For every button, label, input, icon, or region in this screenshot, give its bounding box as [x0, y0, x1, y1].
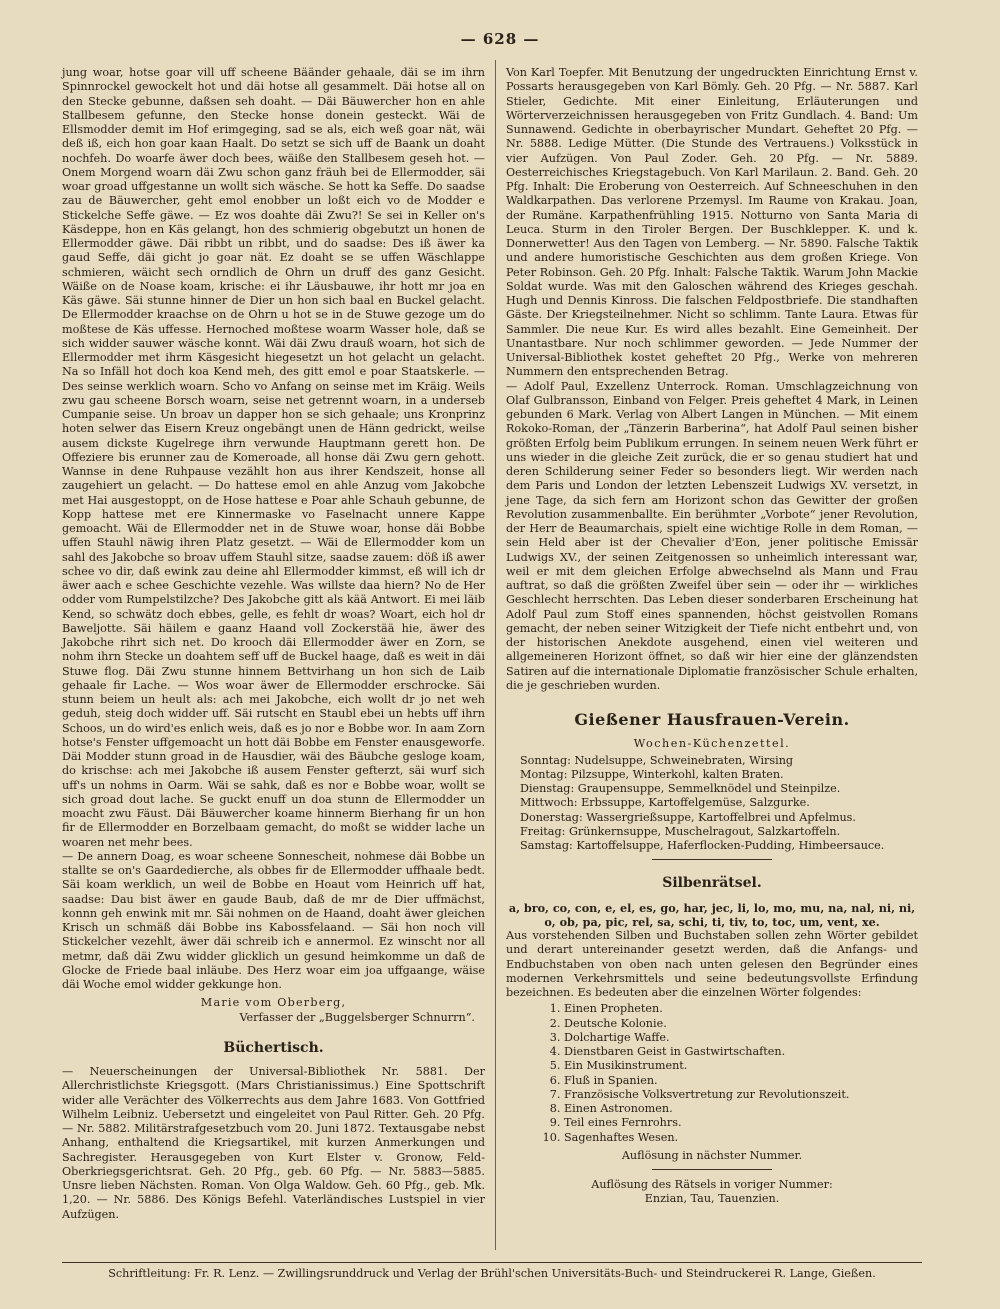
dialect-story-paragraph: — De annern Doag, es woar scheene Sonnescheit, nohmese däi Bobbe un stallte se on's Gaardedierche, als obbes fir de Ellermodder uffhaale bedt. Säi koam werklich, un weil de Bobbe en Hoaut vom Heinrich uff hat, saadse: Dau bist äwer en gaude Baub, daß de mr de Dier uffmächst, konnn geh enwink mit mr. Säi nohmen on de Haand, doaht äwer gleichen Krisch un schmäß däi Bobbe ins Kabossfelaand. — Säi hon noch vill Stickelcher vezehlt, äwer däi schreib ich e annermol. Ez winscht nor all metmr, daß däi Zwu widder glicklich un gesund heimkomme un daß de Glocke de Friede baal inläube. Des Herz woar eim joa uffgaange, wäise däi Woche emol widder gekkunge hon. [62, 849, 485, 991]
menu-subtitle: Wochen-Küchenzettel. [633, 737, 791, 751]
previous-solution-label: Auflösung des Rätsels in voriger Nummer: [591, 1178, 833, 1191]
riddle-item: 9. Teil eines Fernrohrs. [564, 1116, 918, 1130]
column-divider [495, 60, 496, 1250]
menu-day: Dienstag: Graupensuppe, Semmelknödel und Steinpilze. [520, 782, 841, 795]
imprint-footer: Schriftleitung: Fr. R. Lenz. — Zwillingsrunddruck und Verlag der Brühl'schen Universitäts-Buch- und Steindruckerei R. Lange, Gießen. [62, 1262, 922, 1280]
riddle-item: 2. Deutsche Kolonie. [564, 1017, 918, 1031]
story-author: Marie vom Oberberg, [200, 996, 347, 1010]
menu-day: Montag: Pilzsuppe, Winterkohl, kalten Braten. [520, 767, 784, 781]
riddle-item: 3. Dolchartige Waffe. [564, 1031, 918, 1045]
menu-day: Mittwoch: Erbssuppe, Kartoffelgemüse, Salzgurke. [520, 796, 810, 810]
dialect-story-paragraph: jung woar, hotse goar vill uff scheene Bäänder gehaale, däi se im ihrn Spinnrockel gewockelt hot und däi hotse all gesammelt. Däi hotse all on den Stecke gebunne, daßsen seh doaht. — Däi Bäuwercher hon en ahle Stallbesem gefunne, den Stecke honse donein gesteckt. Wäi de Ellsmodder demit im Hof erimgeging, sad se als, eich weß goar nät, wäi deß iß, eich hon goar kaan Haalt. Do setzt se sich uff de Baank un doaht nochfeh. Do woarfe äwer doch bees, wäiße den Stallbesem geseh hot. — Onem Morgend woarn däi Zwu schon ganz fräuh bei de Ellermodder, säi woar groad uffgestanne un wollt sich wäsche. Se hott ka Seffe. Do saadse zau de Bäuwercher, geht emol enobber un loßt eich vo de Modder e Stickelche Seffe gäwe. — Ez wos doahte däi Zwu?! Se sei in Keller on's Käsdeppe, hon en Käs gelangt, hon des schmierig obgebutzt un honen de Ellermodder gäwe. Däi ribbt un ribbt, und do saadse: Des iß äwer ka gaud Seffe, däi gicht jo goar nät. Ez doaht se se uffen Wäschlappe schmieren, wäicht sech orndlich de Ohrn un druff des ganz Gesicht. Wäiße on de Noase koam, krische: ei ihr Läusbauwe, ihr hott mr joa en Käs gäwe. Säi stunne hinner de Dier un hon sich baal en Buckel gelacht. De Ellermodder kraachse on de Ohrn u hot se in de Stuwe gezoge um do moßtese de Käs uffesse. Hernoched moßtese woarm Wasser hole, daß se sich widder sauwer wäsche konnt. Wäi däi Zwu drauß woarn, hot sich de Ellermodder met ihrm Käsgesicht hiegesetzt un hot gelacht un gelacht. Na so Infäll hot doch koa Kend meh, des gitt emol e poar Staatskerle. — Des seinse werklich woarn. Scho vo Anfang on seinse met im Kräig. Weils zwu gau scheene Borsch woarn, seise net getrennt woarn, in a underseb Cumpanie seise. Un broav un dapper hon se sich gehaale; uns Kronprinz hoten selwer das Eisern Kreuz ongebängt unen de Hänn gedrickt, weilse ausem dickste Kugelrege ihrn verwunde Hauptmann gerett hon. De Offeziere bis erunner zau de Komeroade, all honse däi Zwu gern gehott. Wannse in dene Ruhpause vezählt hon aus ihrer Kendszeit, honse all zaugehiert un gelacht. — Do hattese emol en ahle Anzug vom Jakobche met Hai ausgestoppt, on de Hose hattese e Poar ahle Schauh gebunne, de Kopp hattese met ere Kinnermaske vo Faselnacht unnere Kappe gemoacht. Wäi de Ellermodder net in de Stuwe woar, honse däi Bobbe uffen Stauhl näwig ihren Platz gesetzt. — Wäi de Ellermodder kom un sahl des Jakobche so broav uffem Stauhl sitze, saadse zauem: döß iß awer schee vo dir, daß ewink zau deine ahl Ellermodder kimmst, eß will ich dr äwer aach e schee Geschichte vezehle. Was willste daa hiern? No de Her odder vom Rumpelstilzche? Des Jakobche gitt als kää Antwort. Ei mei läib Kend, so schwätz doch ebbes, gelle, es fehlt dr woas? Woart, eich hol dr Baweljotte. Säi häilem e gaanz Haand voll Zockerstää hie, äwer des Jakobche rihrt sich net. Do krooch däi Ellermodder äwer en Zorn, se nohm ihrn Stecke un doahtem seff uff de Buckel haage, daß es weit in däi Stuwe flog. Däi Zwu stunne hinnem Bettvirhang un hon sich de Laib gehaale fir Lache. — Wos woar äwer de Ellermodder erschrocke. Säi stunn beiem un heult als: ach mei Jakobche, eich wollt dr jo net weh geduh, steig doch widder uff. Säi rutscht en Staubl ebei un hebts uff ihrn Schoos, un do wird'es enlich weis, daß es jo nor e Bobbe wor. In aam Zorn hotse's Fenster uffgemoacht un hott däi Bobbe em Fenster enausgeworfe. Däi Modder stunn groad in de Hausdier, wäi des Bäubche gesloge koam, do krischse: ach mei Jakobche iß ausem Fenster gefterzt, säi wurf sich uff's un nohms in Oarm. Wäi se sahk, daß es nor e Bobbe woar, wollt se sich groad dout lache. Se guckt enuff un doa stunn de Ellermodder un moacht zwu Fäust. Däi Bäuwercher koame hinnerm Bierhang fir un hon fir de Ellermodder en Borzelbaam gemacht, do moßt se widder lache un woaren net mehr bees. [62, 66, 485, 849]
book-review-paragraph: Von Karl Toepfer. Mit Benutzung der ungedruckten Einrichtung Ernst v. Possarts herausgegeben von Karl Bömly. Geh. 20 Pfg. — Nr. 5887. Karl Stieler, Gedichte. Mit einer Einleitung, Erläuterungen und Wörterverzeichnissen herausgegeben von Fritz Gundlach. 4. Band: Um Sunnawend. Gedichte in oberbayrischer Mundart. Geheftet 20 Pfg. — Nr. 5888. Ledige Mütter. (Die Stunde des Vertrauens.) Volksstück in vier Aufzügen. Von Paul Zoder. Geh. 20 Pfg. — Nr. 5889. Oesterreichisches Kriegstagebuch. Von Karl Marilaun. 2. Band. Geh. 20 Pfg. Inhalt: Die Eroberung von Oesterreich. Auf Schneeschuhen in den Waldkarpathen. Das verlorene Przemysl. Im Raume von Krakau. Joan, der Rumäne. Karpathenfrühling 1915. Notturno von Santa Maria di Leuca. Sturm in den Tiroler Bergen. Der Buschklepper. K. und k. Donnerwetter! Aus den Tagen von Lemberg. — Nr. 5890. Falsche Taktik und andere humoristische Geschichten aus dem großen Kriege. Von Peter Robinson. Geh. 20 Pfg. Inhalt: Falsche Taktik. Warum John Mackie Soldat wurde. Was mit den Galoschen während des Krieges geschah. Hugh und Dennis Kinross. Die falschen Feldpostbriefe. Die standhaften Gäste. Der Kriegsteilnehmer. Nicht so schlimm. Tante Laura. Etwas für Sammler. Die neue Kur. Es wird alles bezahlt. Eine Gemeinheit. Der Unantastbare. Nur noch schlimmer geworden. — Jede Nummer der Universal-Bibliothek kostet geheftet 20 Pfg., Werke von mehreren Nummern den entsprechenden Betrag. [506, 66, 918, 379]
riddle-list [506, 1002, 918, 1145]
book-review-paragraph: — Neuerscheinungen der Universal-Bibliothek Nr. 5881. Der Allerchristlichste Kriegsgott. (Mars Christianissimus.) Eine Spottschrift wider alle Verächter des Völkerrechts aus dem Jahre 1683. Von Gottfried Wilhelm Leibniz. Uebersetzt und eingeleitet von Paul Ritter. Geh. 20 Pfg. — Nr. 5882. Militärstrafgesetzbuch vom 20. Juni 1872. Textausgabe nebst Anhang, enthaltend die Kriegsartikel, mit kurzen Anmerkungen und Sachregister. Herausgegeben von Kurt Elster v. Gronow, Feld-Oberkriegsgerichtsrat. Geh. 20 Pfg., geb. 60 Pfg. — Nr. 5883—5885. Unsre lieben Nächsten. Roman. Von Olga Waldow. Geh. 60 Pfg., geb. Mk. 1,20. — Nr. 5886. Des Königs Befehl. Vaterländisches Lustspiel in vier Aufzügen. [62, 1065, 485, 1221]
riddle-item: 8. Einen Astronomen. [564, 1102, 918, 1116]
right-column [506, 66, 918, 1207]
riddle-item: 4. Dienstbaren Geist in Gastwirtschaften. [564, 1045, 918, 1059]
menu-title: Gießener Hausfrauen-Verein. [574, 710, 850, 729]
riddle-item: 5. Ein Musikinstrument. [564, 1059, 918, 1073]
section-rule [652, 859, 772, 860]
riddle-next-note: Auflösung in nächster Nummer. [621, 1148, 803, 1162]
menu-day: Freitag: Grünkernsuppe, Muschelragout, Salzkartoffeln. [520, 824, 841, 838]
riddle-item: 7. Französische Volksvertretung zur Revolutionszeit. [564, 1088, 918, 1102]
left-column [62, 66, 485, 1222]
riddle-item: 1. Einen Propheten. [564, 1002, 918, 1016]
previous-solution-answer: Enzian, Tau, Tauenzien. [644, 1192, 780, 1206]
riddle-instructions: Aus vorstehenden Silben und Buchstaben sollen zehn Wörter gebildet und derart untereinander gesetzt werden, daß die Anfangs- und Endbuchstaben von oben nach unten gelesen den Begründer eines modernen Verkehrsmittels und seine bedeutungsvollste Erfindung bezeichnen. Es bedeuten aber die einzelnen Wörter folgendes: [506, 929, 918, 999]
riddle-title: Silbenrätsel. [662, 875, 762, 892]
menu-day: Samstag: Kartoffelsuppe, Haferflocken-Pudding, Himbeersauce. [520, 839, 885, 852]
page-number: — 628 — [460, 30, 540, 48]
riddle-syllables: a, bro, co, con, e, el, es, go, har, jec, li, lo, mo, mu, na, nal, ni, ni, o, ob, pa, pic, rel, sa, schi, ti, tiv, to, toc, um, vent, xe. [508, 900, 916, 929]
book-review-paragraph: — Adolf Paul, Exzellenz Unterrock. Roman. Umschlagzeichnung von Olaf Gulbransson, Einband von Felger. Preis geheftet 4 Mark, in Leinen gebunden 6 Mark. Verlag von Albert Langen in München. — Mit einem Rokoko-Roman, der „Tänzerin Barberina“, hat Adolf Paul seinen bisher größten Erfolg beim Publikum errungen. In seinem neuen Werk führt er uns wieder in die gleiche Zeit zurück, die er so genau studiert hat und deren Schilderung seiner Feder so besonders liegt. Wir werden nach dem Paris und London der letzten Lebenszeit Ludwigs XV. versetzt, in jene Tage, da sich fern am Horizont schon das Gewitter der großen Revolution zusammenballte. Ein berühmter „Vorbote“ jener Revolution, der Herr de Beaumarchais, spielt eine wichtige Rolle in dem Roman, — sein Held aber ist der Chevalier d'Eon, jener politische Emissär Ludwigs XV., der seinen Zeitgenossen so unheimlich interessant war, weil er mit dem gleichen Erfolge abwechselnd als Mann und Frau auftrat, so daß die größten Zweifel über sein — oder ihr — wirkliches Geschlecht herrschten. Das Leben dieser sonderbaren Erscheinung hat Adolf Paul zum Stoff eines spannenden, höchst geistvollen Romans gemacht, der neben seiner Witzigkeit der Tiefe nicht entbehrt und, von der historischen Anekdote ausgehend, einen viel weiteren und allgemeineren Horizont öffnet, so daß wir hier eine der glänzendsten Satiren auf die internationale Diplomatie französischer Schule erhalten, die je geschrieben wurden. [506, 379, 918, 692]
section-rule [652, 1169, 772, 1170]
riddle-item: 6. Fluß in Spanien. [564, 1074, 918, 1088]
riddle-item: 10. Sagenhaftes Wesen. [564, 1131, 918, 1145]
menu-day: Donerstag: Wassergrießsuppe, Kartoffelbrei und Apfelmus. [520, 810, 856, 824]
menu-day: Sonntag: Nudelsuppe, Schweinebraten, Wirsing [520, 753, 794, 767]
book-section-title: Büchertisch. [223, 1039, 324, 1056]
story-author-note: Verfasser der „Buggelsberger Schnurrn“. [239, 1010, 475, 1024]
